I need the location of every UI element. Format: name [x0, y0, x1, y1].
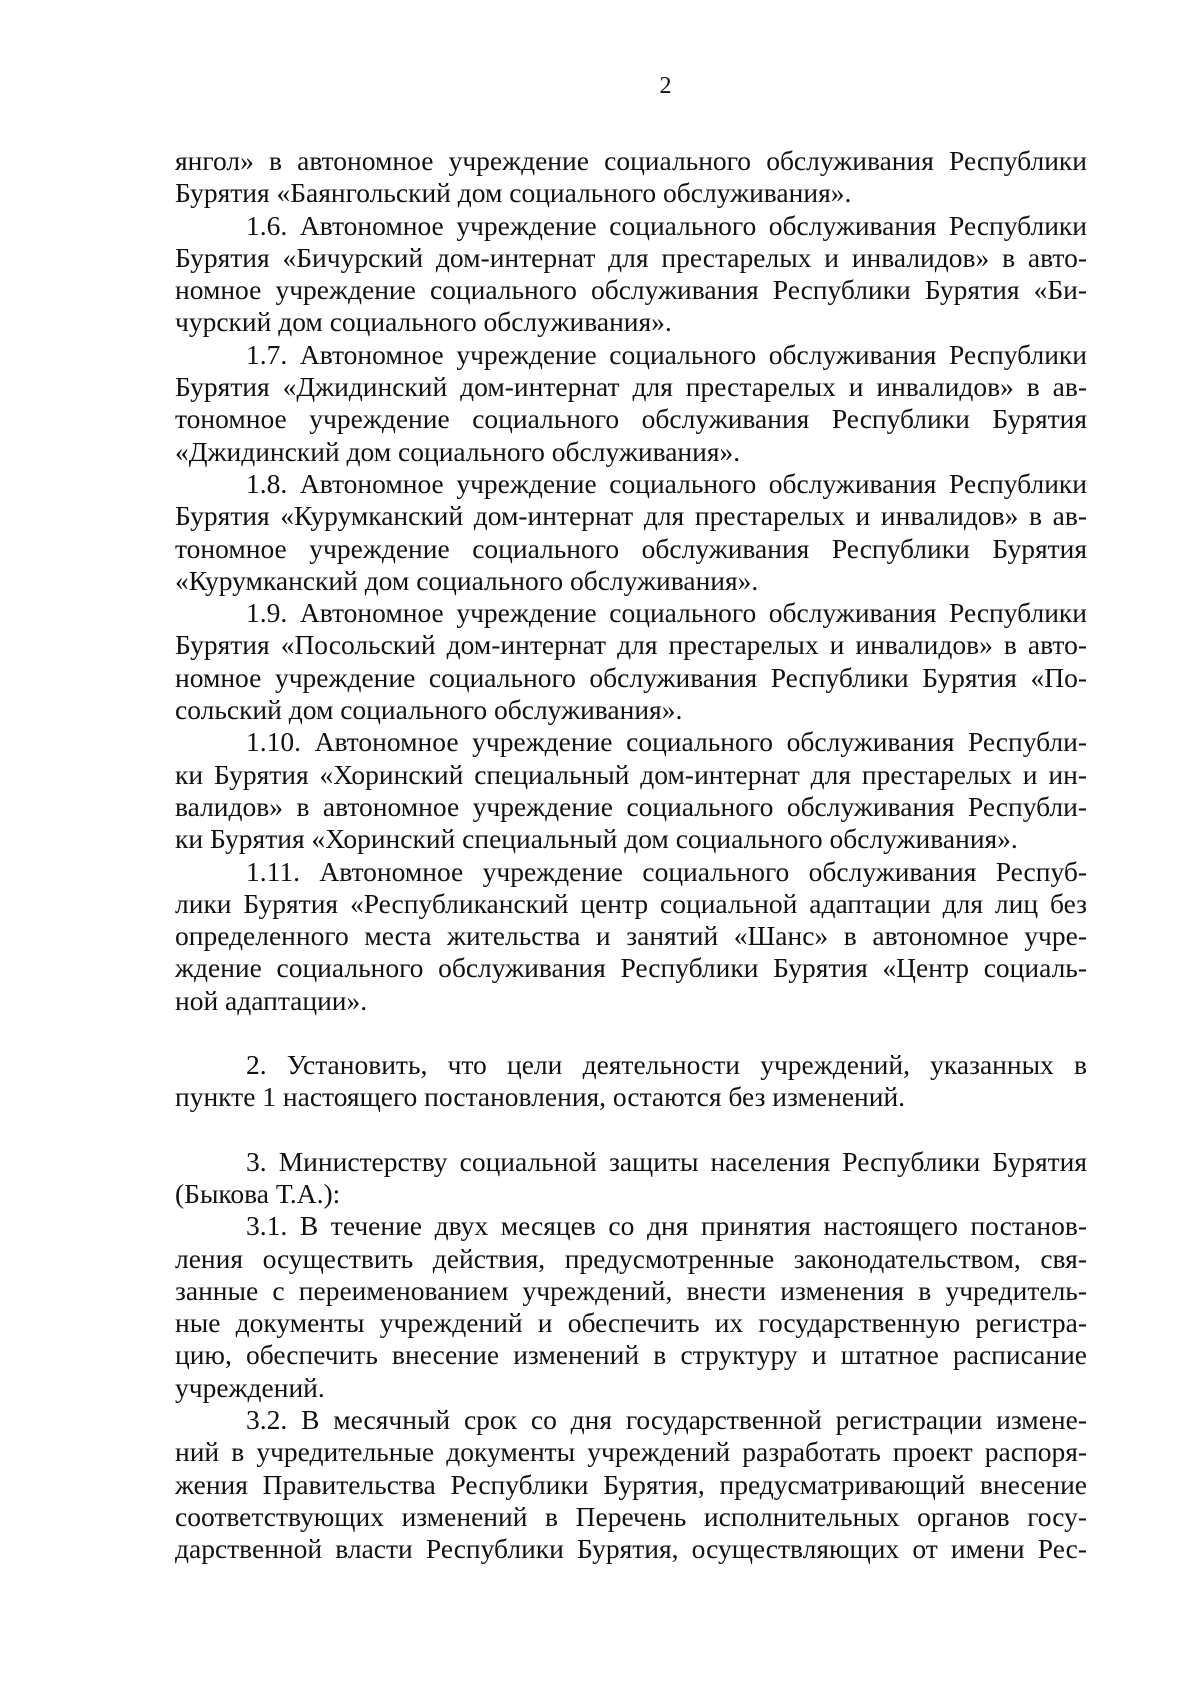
text-line: ждение социального обслуживания Республики Бурятия «Центр социаль- [175, 952, 1087, 984]
text-line: ний в учредительные документы учреждений разработать проект распоря- [175, 1436, 1087, 1468]
text-line: ные документы учреждений и обеспечить их государственную регистра- [175, 1307, 1087, 1339]
text-line: 1.9. Автономное учреждение социального обслуживания Республики [246, 597, 1087, 629]
text-line: «Курумканский дом социального обслуживания». [175, 564, 759, 596]
paragraph-gap [175, 1114, 1087, 1146]
text-line: Бурятия «Джидинский дом-интернат для престарелых и инвалидов» в ав- [175, 371, 1087, 403]
text-line: 3. Министерству социальной защиты населения Республики Бурятия [246, 1145, 1087, 1177]
text-line: занные с переименованием учреждений, внести изменения в учредитель- [175, 1274, 1087, 1306]
text-line: ки Бурятия «Хоринский специальный дом социального обслуживания». [175, 823, 1018, 855]
text-line: сольский дом социального обслуживания». [175, 694, 683, 726]
text-line: «Джидинский дом социального обслуживания». [175, 435, 741, 467]
text-line: 2. Установить, что цели деятельности учреждений, указанных в [246, 1049, 1087, 1081]
text-line: 1.10. Автономное учреждение социального обслуживания Республи- [246, 726, 1087, 758]
text-line: Бурятия «Баянгольский дом социального обслуживания». [175, 177, 852, 209]
text-line: Бурятия «Курумканский дом-интернат для престарелых и инвалидов» в ав- [175, 500, 1087, 532]
paragraph-gap [175, 1017, 1087, 1049]
text-line: ления осуществить действия, предусмотренные законодательством, свя- [175, 1242, 1087, 1274]
text-line: Бурятия «Посольский дом-интернат для престарелых и инвалидов» в авто- [175, 629, 1087, 661]
text-line: 1.7. Автономное учреждение социального обслуживания Республики [246, 338, 1087, 370]
text-line: 1.11. Автономное учреждение социального обслуживания Респуб- [246, 855, 1087, 887]
text-line: номное учреждение социального обслуживания Республики Бурятия «Би- [175, 274, 1087, 306]
text-line: дарственной власти Республики Бурятия, осуществляющих от имени Рес- [175, 1533, 1087, 1565]
text-line: янгол» в автономное учреждение социального обслуживания Республики [175, 145, 1087, 176]
text-line: валидов» в автономное учреждение социального обслуживания Республи- [175, 790, 1087, 822]
paragraph [175, 597, 1087, 726]
text-line: пункте 1 настоящего постановления, остаются без изменений. [175, 1081, 906, 1113]
text-line: Бурятия «Бичурский дом-интернат для престарелых и инвалидов» в авто- [175, 241, 1087, 273]
paragraph [175, 1404, 1087, 1565]
text-line: ной адаптации». [175, 984, 368, 1016]
paragraph [175, 726, 1087, 855]
text-line: жения Правительства Республики Бурятия, предусматривающий внесение [175, 1468, 1087, 1500]
text-line: тономное учреждение социального обслуживания Республики Бурятия [175, 403, 1087, 435]
paragraph [175, 339, 1087, 468]
paragraph [175, 1146, 1087, 1211]
paragraph [175, 1210, 1087, 1404]
text-line: ки Бурятия «Хоринский специальный дом-интернат для престарелых и ин- [175, 758, 1087, 790]
text-line: 1.8. Автономное учреждение социального обслуживания Республики [246, 467, 1087, 499]
paragraph [175, 145, 1087, 210]
paragraph [175, 1049, 1087, 1114]
text-line: соответствующих изменений в Перечень исполнительных органов госу- [175, 1500, 1087, 1532]
text-line: учреждений. [175, 1371, 325, 1403]
text-line: 3.1. В течение двух месяцев со дня принятия настоящего постанов- [246, 1210, 1087, 1242]
text-line: 1.6. Автономное учреждение социального обслуживания Республики [246, 209, 1087, 241]
document-body [175, 145, 1087, 1565]
text-line: 3.2. В месячный срок со дня государственной регистрации измене- [246, 1403, 1087, 1435]
text-line: (Быкова Т.А.): [175, 1177, 341, 1209]
text-line: определенного места жительства и занятий «Шанс» в автономное учре- [175, 920, 1087, 952]
text-line: цию, обеспечить внесение изменений в структуру и штатное расписание [175, 1339, 1087, 1371]
text-line: лики Бурятия «Республиканский центр социальной адаптации для лиц без [175, 887, 1087, 919]
text-line: тономное учреждение социального обслуживания Республики Бурятия [175, 532, 1087, 564]
paragraph [175, 468, 1087, 597]
paragraph [175, 210, 1087, 339]
text-line: номное учреждение социального обслуживания Республики Бурятия «По- [175, 661, 1087, 693]
paragraph [175, 856, 1087, 1017]
text-line: чурский дом социального обслуживания». [175, 306, 672, 338]
page-number: 2 [659, 73, 672, 99]
